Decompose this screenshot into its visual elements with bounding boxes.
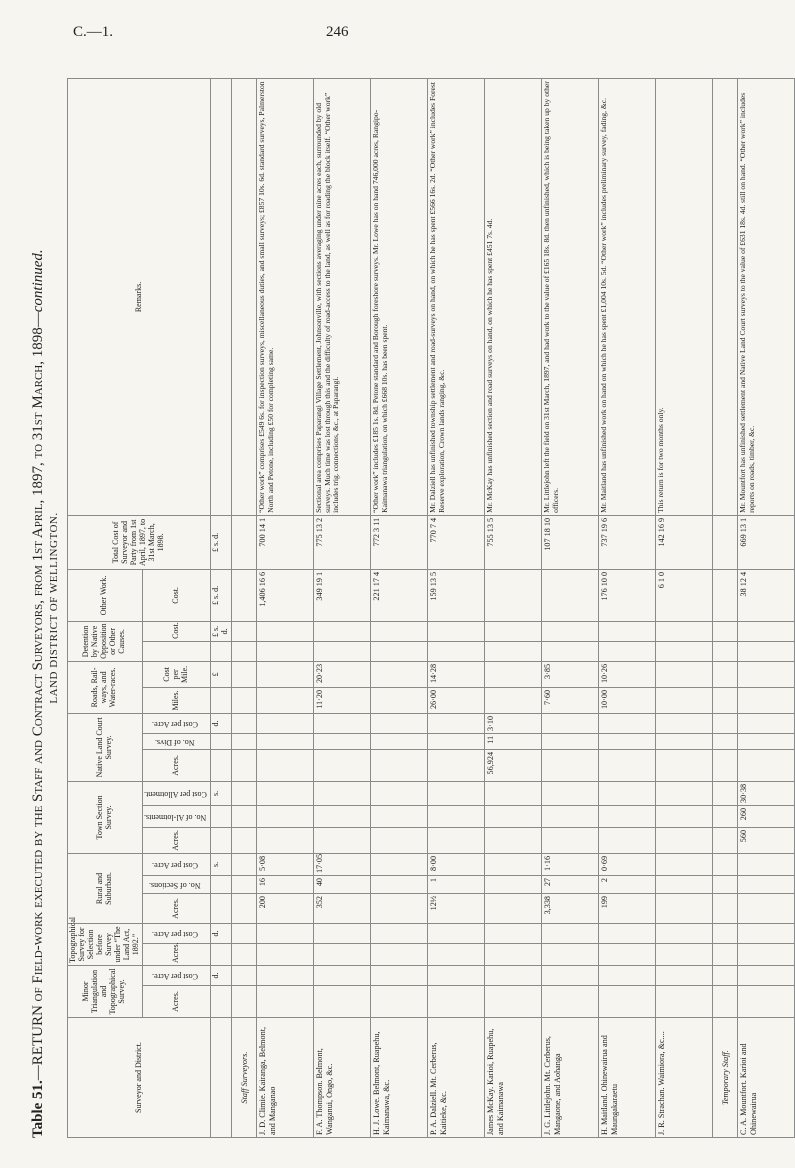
value-cell: 2: [599, 875, 656, 893]
sub-cost-per-acre: Cost per Acre.: [142, 923, 211, 943]
value-cell: [314, 965, 371, 985]
document-code: C.—1.: [73, 24, 114, 40]
value-cell: [599, 621, 656, 641]
value-cell: [656, 749, 713, 781]
value-cell: 11·20: [314, 687, 371, 713]
value-cell: [738, 687, 795, 713]
value-cell: [656, 621, 713, 641]
surveyor-cell: J. G. Littlejohn. Mt. Cerberus, Mangaone, and Aohanga: [542, 1018, 599, 1138]
value-cell: [485, 893, 542, 923]
value-cell: [428, 805, 485, 827]
value-cell: [656, 853, 713, 875]
value-cell: [371, 805, 428, 827]
value-cell: [257, 641, 314, 661]
value-cell: [485, 621, 542, 641]
value-cell: [599, 965, 656, 985]
value-cell: [542, 641, 599, 661]
value-cell: [485, 923, 542, 943]
value-cell: [257, 805, 314, 827]
header-row-groups: [68, 79, 143, 1138]
value-cell: [257, 687, 314, 713]
value-cell: 200: [257, 893, 314, 923]
table-title-text: —RETURN of Field-work executed by the Staff and Contract Surveyors, from 1st April, 1897, to 31st March, 1898—: [30, 312, 46, 1081]
value-cell: 10·26: [599, 661, 656, 687]
value-cell: 17·05: [314, 853, 371, 875]
value-cell: [656, 923, 713, 943]
group-row: [713, 79, 738, 1138]
sub-acres: Acres.: [142, 943, 211, 965]
value-cell: [257, 621, 314, 641]
value-cell: [738, 986, 795, 1018]
value-cell: [257, 965, 314, 985]
value-cell: 1: [428, 875, 485, 893]
value-cell: [371, 621, 428, 641]
value-cell: [485, 661, 542, 687]
value-cell: [542, 621, 599, 641]
value-cell: [257, 749, 314, 781]
value-cell: 6 1 0: [656, 569, 713, 621]
value-cell: [542, 733, 599, 749]
value-cell: 260: [738, 805, 795, 827]
value-cell: 560: [738, 827, 795, 853]
sub-acres: Acres.: [142, 749, 211, 781]
value-cell: [656, 827, 713, 853]
value-cell: [542, 569, 599, 621]
value-cell: [656, 713, 713, 733]
value-cell: [428, 621, 485, 641]
remarks-cell: “Other work” includes £185 1s. 8d. Petone standard and Borough foreshore surveys. Mr. Lowe has on hand 746,000 acres, Rangipo-Kaimanawa triangulation, on which £668 10s. has been spent.: [371, 79, 428, 516]
value-cell: [738, 661, 795, 687]
value-cell: [599, 827, 656, 853]
header-other-work: Other Work.: [68, 569, 143, 621]
value-cell: [599, 923, 656, 943]
table-row: [485, 79, 542, 1138]
value-cell: 1·16: [542, 853, 599, 875]
value-cell: [371, 733, 428, 749]
sub-dash: [142, 641, 211, 661]
value-cell: [656, 687, 713, 713]
value-cell: [656, 781, 713, 805]
table-number: Table 51.: [30, 1080, 46, 1138]
value-cell: 775 13 2: [314, 515, 371, 569]
surveyor-cell: F. A. Thompson. Belmont, Wanganui, Ongo, &c.: [314, 1018, 371, 1138]
sub-acres: Acres.: [142, 986, 211, 1018]
value-cell: [542, 943, 599, 965]
value-cell: 12½: [428, 893, 485, 923]
value-cell: 16: [257, 875, 314, 893]
remarks-cell: This return is for two months only.: [656, 79, 713, 516]
header-roads: Roads, Rail-ways, and Water-races.: [68, 661, 143, 713]
surveyor-cell: James McKay. Karioi, Ruapehu, and Kaimanawa: [485, 1018, 542, 1138]
value-cell: 14·28: [428, 661, 485, 687]
value-cell: [257, 781, 314, 805]
value-cell: 7·60: [542, 687, 599, 713]
value-cell: [428, 713, 485, 733]
table-title-suffix: continued.: [30, 249, 46, 313]
value-cell: [257, 713, 314, 733]
value-cell: [428, 781, 485, 805]
remarks-cell: “Other work” comprises £549 6s. for inspection surveys, miscellaneous duties, and small surveys; £857 10s. 6d. standard surveys, Palmerston North and Petone, including £50 for completing same.: [257, 79, 314, 516]
value-cell: 770 7 4: [428, 515, 485, 569]
value-cell: [542, 805, 599, 827]
value-cell: [485, 827, 542, 853]
value-cell: [542, 749, 599, 781]
value-cell: 0·69: [599, 853, 656, 875]
value-cell: [485, 687, 542, 713]
table-body: [211, 79, 795, 1138]
value-cell: 3·10: [485, 713, 542, 733]
value-cell: [485, 781, 542, 805]
remarks-cell: Mr. Maitland has unfinished work on hand on which he has spent £1,004 10s. 5d. “Other work” includes preliminary survey, fading, &c.: [599, 79, 656, 516]
value-cell: 8·00: [428, 853, 485, 875]
value-cell: [428, 749, 485, 781]
table-row: [428, 79, 485, 1138]
value-cell: [738, 733, 795, 749]
sub-acres: Acres.: [142, 893, 211, 923]
table-row: [314, 79, 371, 1138]
value-cell: [599, 749, 656, 781]
value-cell: 56,924: [485, 749, 542, 781]
table-row: [542, 79, 599, 1138]
sub-cost-per-acre: Cost per Acre.: [142, 965, 211, 985]
header-topographical: Topographical Survey for Selection before Survey under “The Land Act, 1892.”: [68, 923, 143, 965]
table-row: [738, 79, 795, 1138]
value-cell: [738, 943, 795, 965]
value-cell: 11: [485, 733, 542, 749]
value-cell: [428, 827, 485, 853]
value-cell: 221 17 4: [371, 569, 428, 621]
value-cell: [542, 965, 599, 985]
value-cell: [485, 853, 542, 875]
value-cell: 142 16 9: [656, 515, 713, 569]
value-cell: [314, 805, 371, 827]
field-work-table: [67, 78, 795, 1138]
value-cell: [371, 893, 428, 923]
sub-no-sections: No. of Sections.: [142, 875, 211, 893]
value-cell: [485, 965, 542, 985]
value-cell: [485, 569, 542, 621]
value-cell: [656, 943, 713, 965]
value-cell: [656, 986, 713, 1018]
sub-cost-per-allotment: Cost per Allotment.: [142, 781, 211, 805]
value-cell: [371, 827, 428, 853]
value-cell: [485, 805, 542, 827]
surveyor-cell: H. J. Lowe. Belmont, Ruapehu, Kaimanawa, &c.: [371, 1018, 428, 1138]
value-cell: [542, 781, 599, 805]
sub-no-allotments: No. of Al-lotments.: [142, 805, 211, 827]
value-cell: [656, 893, 713, 923]
value-cell: [542, 713, 599, 733]
surveyor-cell: P. A. Dalziell. Mt. Cerberus, Kaitieke, &c.: [428, 1018, 485, 1138]
value-cell: [599, 733, 656, 749]
value-cell: [257, 986, 314, 1018]
value-cell: [314, 733, 371, 749]
value-cell: [371, 943, 428, 965]
value-cell: [738, 965, 795, 985]
value-cell: [656, 641, 713, 661]
value-cell: [314, 943, 371, 965]
value-cell: 26·00: [428, 687, 485, 713]
value-cell: [371, 986, 428, 1018]
remarks-cell: Sectional area comprises Paparangi Village Settlement, Johnsonville, with sections averaging under nine acres each, surrounded by old surveys. Much time was lost through this and the difficulty of road-access to the land, as well as for roading the block itself. “Other work” includes trig. connections, &c., at Paparangi.: [314, 79, 371, 516]
value-cell: 40: [314, 875, 371, 893]
value-cell: [656, 661, 713, 687]
value-cell: [656, 805, 713, 827]
surveyor-cell: J. R. Strachan. Waimiora, &c....: [656, 1018, 713, 1138]
value-cell: 349 19 1: [314, 569, 371, 621]
value-cell: [738, 853, 795, 875]
value-cell: [656, 965, 713, 985]
value-cell: 1,406 16 6: [257, 569, 314, 621]
value-cell: 176 10 0: [599, 569, 656, 621]
value-cell: [485, 986, 542, 1018]
value-cell: [542, 923, 599, 943]
value-cell: [314, 986, 371, 1018]
value-cell: [371, 853, 428, 875]
value-cell: [257, 827, 314, 853]
value-cell: [314, 781, 371, 805]
header-minor-triangulation: Minor Triangulation and Topographical Survey.: [68, 965, 143, 1017]
value-cell: [314, 641, 371, 661]
value-cell: [314, 621, 371, 641]
table-row: [599, 79, 656, 1138]
value-cell: [371, 749, 428, 781]
value-cell: 737 19 6: [599, 515, 656, 569]
value-cell: [314, 827, 371, 853]
value-cell: [485, 641, 542, 661]
group-row: [232, 79, 257, 1138]
value-cell: 352: [314, 893, 371, 923]
value-cell: 159 13 5: [428, 569, 485, 621]
value-cell: [371, 875, 428, 893]
group-label: Temporary Staff.: [713, 1018, 738, 1138]
value-cell: [656, 875, 713, 893]
table-row: [257, 79, 314, 1138]
value-cell: [599, 805, 656, 827]
sub-cost-per-acre: Cost per Acre.: [142, 853, 211, 875]
value-cell: [542, 827, 599, 853]
value-cell: [656, 733, 713, 749]
value-cell: [371, 923, 428, 943]
value-cell: [738, 621, 795, 641]
value-cell: [314, 749, 371, 781]
value-cell: [428, 923, 485, 943]
land-district-subtitle: LAND DISTRICT OF WELLINGTON.: [48, 512, 60, 704]
page-number: 246: [326, 24, 349, 40]
value-cell: 27: [542, 875, 599, 893]
value-cell: [371, 781, 428, 805]
value-cell: [371, 661, 428, 687]
remarks-cell: Mr. Dalziell has unfinished township settlement and road-surveys on hand, on which he has spent £566 16s. 2d. “Other work” includes Forest Reserve exploration, Crown lands ranging, &c.: [428, 79, 485, 516]
header-surveyor: Surveyor and District.: [68, 1018, 211, 1138]
sub-miles: Miles.: [142, 687, 211, 713]
value-cell: [599, 713, 656, 733]
remarks-cell: Mr. Littlejohn left the field on 31st March, 1897, and had work to the value of £165 18s. 8d. then unfinished, which is being taken up by other officers.: [542, 79, 599, 516]
value-cell: [599, 641, 656, 661]
header-remarks: Remarks.: [68, 79, 211, 516]
value-cell: 755 13 5: [485, 515, 542, 569]
surveyor-cell: C. A. Mountfort. Karioi and Ohinewairua: [738, 1018, 795, 1138]
value-cell: [257, 943, 314, 965]
value-cell: [599, 943, 656, 965]
value-cell: [314, 713, 371, 733]
group-label: Staff Surveyors.: [232, 1018, 257, 1138]
sub-cost-per-mile: Cost per Mile.: [142, 661, 211, 687]
value-cell: [371, 965, 428, 985]
sub-cost: Cost.: [142, 569, 211, 621]
value-cell: [738, 893, 795, 923]
value-cell: [542, 986, 599, 1018]
value-cell: 107 18 10: [542, 515, 599, 569]
value-cell: [428, 965, 485, 985]
table-row: [656, 79, 713, 1138]
rotated-table-container: [30, 78, 758, 1138]
value-cell: 772 3 11: [371, 515, 428, 569]
header-total-cost: Total Cost of Surveyor and Party from 1st April, 1897, to 31st March, 1898.: [68, 515, 211, 569]
value-cell: [428, 641, 485, 661]
remarks-cell: Mr. McKay has unfinished section and road surveys on hand, on which he has spent £451 7s. 4d.: [485, 79, 542, 516]
value-cell: [428, 986, 485, 1018]
remarks-cell: Mr. Mountfort has unfinished settlement and Native Land Court surveys to the value of £631 18s. 4d. still on hand. “Other work” includes reports on roads, timber, &c.: [738, 79, 795, 516]
value-cell: [738, 713, 795, 733]
sub-cost-per-acre: Cost per Acre.: [142, 713, 211, 733]
header-native-land-court: Native Land Court Survey.: [68, 713, 143, 781]
units-row: d. d. s. s. d. £ £ s. d. £ s. d. £ s. d.: [211, 79, 232, 1138]
value-cell: [738, 749, 795, 781]
value-cell: 3,338: [542, 893, 599, 923]
value-cell: 10·00: [599, 687, 656, 713]
value-cell: 5·08: [257, 853, 314, 875]
sub-no-divs: No. of Divs.: [142, 733, 211, 749]
value-cell: [257, 733, 314, 749]
header-rural-suburban: Rural and Suburban.: [68, 853, 143, 923]
value-cell: [738, 641, 795, 661]
value-cell: [485, 943, 542, 965]
value-cell: [371, 641, 428, 661]
value-cell: 20·23: [314, 661, 371, 687]
value-cell: [371, 687, 428, 713]
value-cell: [738, 923, 795, 943]
value-cell: [428, 943, 485, 965]
table-row: [371, 79, 428, 1138]
value-cell: [257, 661, 314, 687]
value-cell: [599, 986, 656, 1018]
value-cell: 199: [599, 893, 656, 923]
sub-acres: Acres.: [142, 827, 211, 853]
value-cell: 38 12 4: [738, 569, 795, 621]
value-cell: [257, 923, 314, 943]
table-title: [30, 78, 47, 1138]
value-cell: [428, 733, 485, 749]
header-town-section: Town Section Survey.: [68, 781, 143, 853]
sub-cost: Cost.: [142, 621, 211, 641]
value-cell: [599, 781, 656, 805]
value-cell: 669 13 1: [738, 515, 795, 569]
value-cell: 700 14 1: [257, 515, 314, 569]
value-cell: 30·38: [738, 781, 795, 805]
value-cell: [738, 875, 795, 893]
value-cell: [314, 923, 371, 943]
surveyor-cell: H. Maitland. Ohinewairua and Maungakaraetu: [599, 1018, 656, 1138]
value-cell: [485, 875, 542, 893]
value-cell: 3·85: [542, 661, 599, 687]
value-cell: [371, 713, 428, 733]
surveyor-cell: J. D. Climie. Kairanga, Belmont, and Manganao: [257, 1018, 314, 1138]
header-detention: Detention by Native Opposition or Other Causes.: [68, 621, 143, 661]
